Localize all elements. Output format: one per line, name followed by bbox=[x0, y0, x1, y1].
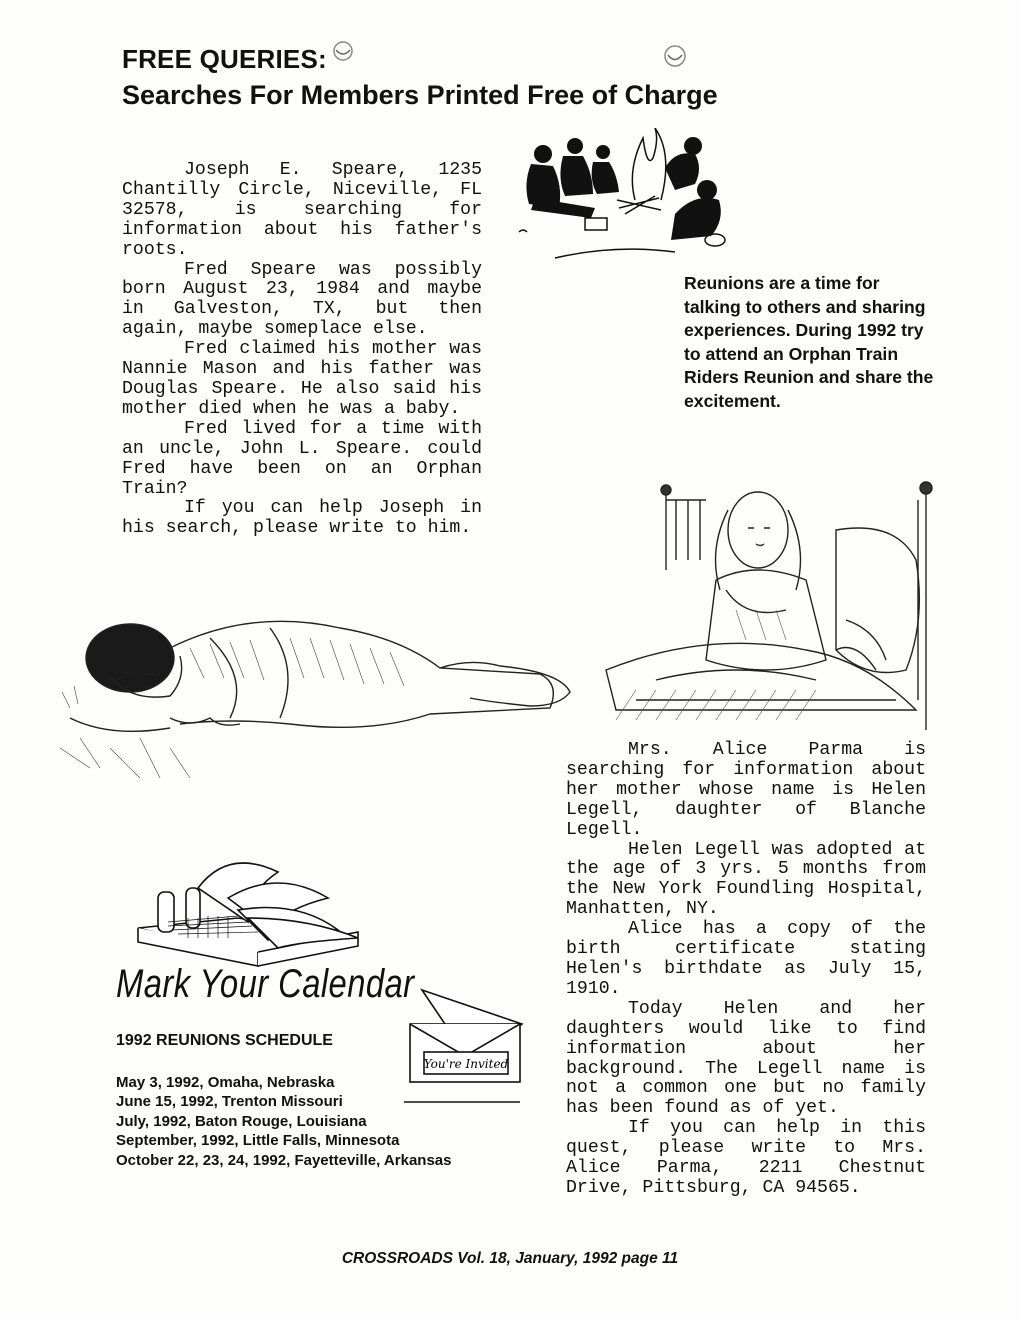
paragraph: Alice has a copy of the birth certificate stating Helen's birthdate as July 15, 1910. bbox=[566, 919, 926, 999]
campfire-children-illustration bbox=[515, 128, 755, 268]
paragraph: Mrs. Alice Parma is searching for information about her mother whose name is Helen Legell, daughter of Blanche Legell. bbox=[566, 740, 926, 840]
schedule-item: September, 1992, Little Falls, Minnesota bbox=[116, 1132, 400, 1150]
paragraph: Joseph E. Speare, 1235 Chantilly Circle, Niceville, FL 32578, is searching for information about his father's roots. bbox=[122, 160, 482, 260]
paragraph: Fred Speare was possibly born August 23, 1984 and maybe in Galveston, TX, but then again, maybe someplace else. bbox=[122, 259, 482, 340]
schedule-item: October 22, 23, 24, 1992, Fayetteville, Arkansas bbox=[116, 1151, 452, 1169]
sleeping-boy-illustration bbox=[50, 588, 590, 808]
page-subtitle: Searches For Members Printed Free of Charge bbox=[122, 80, 718, 110]
page-title: FREE QUERIES: bbox=[122, 44, 327, 74]
page-footer: CROSSROADS Vol. 18, January, 1992 page 11 bbox=[341, 1250, 679, 1267]
query-parma bbox=[566, 741, 926, 1199]
reunion-schedule bbox=[116, 1073, 451, 1170]
invitation-text: You're Invited bbox=[423, 1057, 509, 1071]
punch-hole-mark bbox=[328, 36, 358, 66]
schedule-item: May 3, 1992, Omaha, Nebraska bbox=[116, 1074, 335, 1091]
paragraph: Fred claimed his mother was Nannie Mason and his father was Douglas Speare. He also said his mother died when he was a baby. bbox=[122, 339, 482, 419]
paragraph: If you can help Joseph in his search, please write to him. bbox=[122, 498, 482, 539]
punch-hole-mark bbox=[660, 38, 690, 74]
paragraph: If you can help in this quest, please write to Mrs. Alice Parma, 2211 Chestnut Drive, Pittsburg, CA 94565. bbox=[566, 1118, 926, 1198]
schedule-heading: 1992 REUNIONS SCHEDULE bbox=[116, 1032, 333, 1049]
schedule-item: June 15, 1992, Trenton Missouri bbox=[116, 1093, 343, 1111]
calendar-title: Mark Your Calendar bbox=[116, 962, 415, 1006]
paragraph: Fred lived for a time with an uncle, John L. Speare. could Fred have been on an Orphan Train? bbox=[122, 418, 482, 499]
girl-in-bed-illustration bbox=[596, 470, 941, 732]
schedule-item: July, 1992, Baton Rouge, Louisiana bbox=[116, 1112, 367, 1130]
reunion-caption: Reunions are a time for talking to others and sharing experiences. During 1992 try to attend an Orphan Train Riders Reunion and share the excitement. bbox=[684, 273, 934, 411]
calendar-book-illustration bbox=[128, 858, 373, 970]
paragraph: Today Helen and her daughters would like to find information about her background. The Legell name is not a common one but no family has been found as of yet. bbox=[566, 998, 926, 1119]
query-speare bbox=[122, 161, 482, 539]
paragraph: Helen Legell was adopted at the age of 3 yrs. 5 months from the New York Foundling Hospital, Manhatten, NY. bbox=[566, 839, 926, 920]
